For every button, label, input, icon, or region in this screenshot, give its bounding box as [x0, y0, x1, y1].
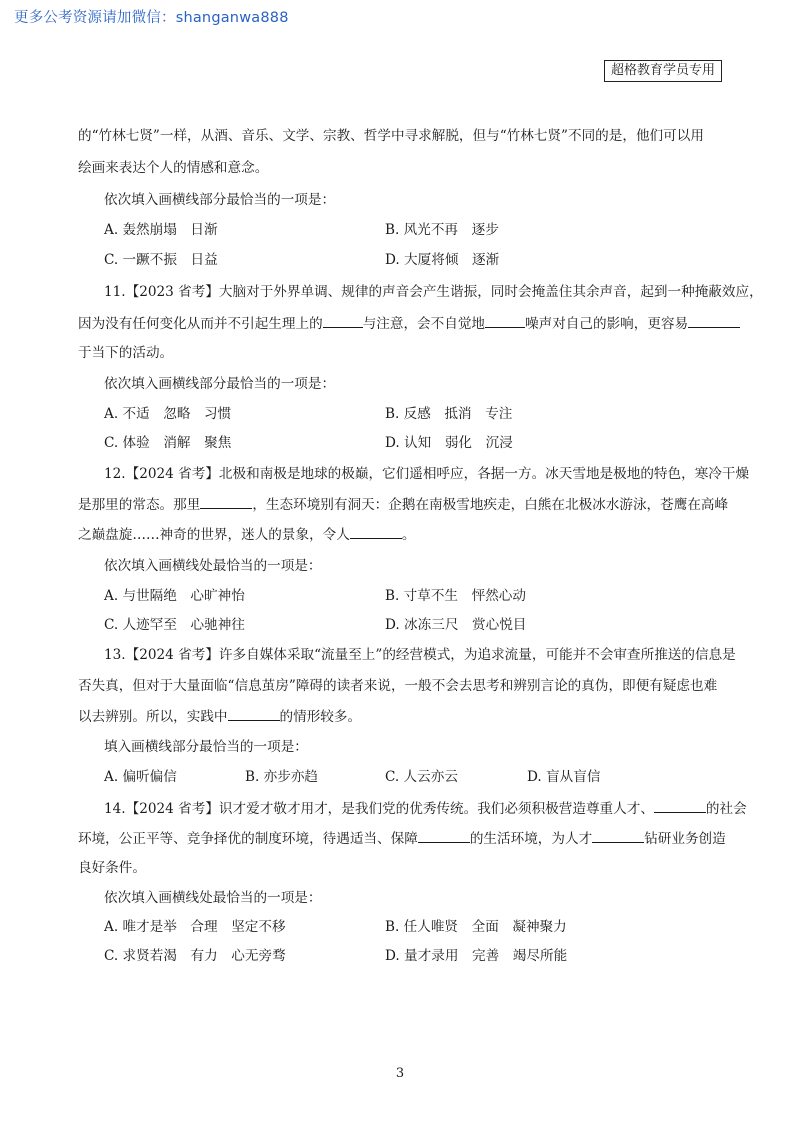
- option-b: B. 任人唯贤 全面 凝神聚力: [385, 919, 567, 935]
- q14-text-a: 14.【2024 省考】识才爱才敬才用才，是我们党的优秀传统。我们必须积极营造尊重人才、: [104, 801, 654, 817]
- option-a: A. 与世隔绝 心旷神怡: [104, 588, 245, 604]
- q11-text-c: 噪声对自己的影响，更容易: [525, 316, 689, 332]
- q13-line-3: [78, 707, 361, 726]
- q13-text-a: 以去辨别。所以，实践中: [78, 709, 228, 725]
- q14-line-3: 良好条件。: [78, 860, 146, 876]
- option-b: B. 亦步亦趋: [245, 769, 319, 785]
- watermark-text: 更多公考资源请加微信：shanganwa888: [14, 10, 289, 26]
- q12-line-2: [78, 495, 728, 514]
- fill-blank: [485, 314, 525, 328]
- passage-line-1: 的“竹林七贤”一样，从酒、音乐、文学、宗教、哲学中寻求解脱，但与“竹林七贤”不同的是，他们可以用: [78, 128, 704, 144]
- q11-line-2: [78, 314, 740, 333]
- fill-blank: [350, 525, 402, 539]
- fill-blank: [654, 799, 706, 813]
- option-a: A. 轰然崩塌 日渐: [104, 222, 218, 238]
- fill-blank: [200, 495, 252, 509]
- q14-text-b: 的社会: [705, 801, 747, 817]
- fill-blank: [418, 829, 470, 843]
- q11-text-b: 与注意，会不自觉地: [362, 316, 486, 332]
- option-c: C. 体验 消解 聚焦: [104, 435, 232, 451]
- q13-line-1: 13.【2024 省考】许多自媒体采取“流量至上”的经营模式，为追求流量，可能并不会审查所推送的信息是: [104, 647, 736, 663]
- passage-line-2: 绘画来表达个人的情感和意念。: [78, 160, 269, 176]
- fill-blank: [228, 707, 280, 721]
- question-prompt: 依次填入画横线部分最恰当的一项是：: [104, 192, 336, 208]
- q14-line-2: [78, 829, 726, 848]
- q11-line-1: 11.【2023 省考】大脑对于外界单调、规律的声音会产生谐振，同时会掩盖住其余声音，起到一种掩蔽效应，: [104, 284, 763, 300]
- question-prompt: 填入画横线部分最恰当的一项是：: [104, 739, 308, 755]
- option-b: B. 风光不再 逐步: [385, 222, 499, 238]
- option-b: B. 反感 抵消 专注: [385, 406, 513, 422]
- q14-text-e: 钻研业务创造: [644, 831, 726, 847]
- q14-line-1: [104, 799, 747, 818]
- option-c: C. 人迹罕至 心驰神往: [104, 617, 245, 633]
- q12-text-d: 。: [401, 527, 416, 543]
- q13-text-b: 的情形较多。: [279, 709, 362, 725]
- option-d: D. 冰冻三尺 赏心悦目: [385, 617, 527, 633]
- q12-text-c: 之巅盘旋……神奇的世界，迷人的景象，令人: [78, 527, 350, 543]
- option-a: A. 偏听偏信: [104, 769, 177, 785]
- q11-line-3: 于当下的活动。: [78, 345, 174, 361]
- option-d: D. 量才录用 完善 竭尽所能: [385, 948, 568, 964]
- option-a: A. 不适 忽略 习惯: [104, 406, 232, 422]
- q12-line-3: [78, 525, 415, 544]
- q14-text-d: 的生活环境，为人才: [469, 831, 593, 847]
- option-b: B. 寸草不生 怦然心动: [385, 588, 526, 604]
- q14-text-c: 环境，公正平等、竞争择优的制度环境，待遇适当、保障: [78, 831, 418, 847]
- q12-text-a: 是那里的常态。那里: [78, 497, 201, 513]
- q11-text-a: 因为没有任何变化从而并不引起生理上的: [78, 316, 323, 332]
- page-number: 3: [395, 1066, 405, 1081]
- option-c: C. 人云亦云: [385, 769, 458, 785]
- question-prompt: 依次填入画横线部分最恰当的一项是：: [104, 376, 336, 392]
- fill-blank: [688, 314, 740, 328]
- student-only-stamp: 超格教育学员专用: [604, 60, 722, 82]
- q12-text-b: ，生态环境别有洞天：企鹅在南极雪地疾走，白熊在北极冰水游泳，苍鹰在高峰: [252, 497, 729, 513]
- q12-line-1: 12.【2024 省考】北极和南极是地球的极巅，它们遥相呼应，各据一方。冰天雪地是极地的特色，寒冷干燥: [104, 466, 750, 482]
- fill-blank: [323, 314, 363, 328]
- q13-line-2: 否失真，但对于大量面临“信息茧房”障碍的读者来说，一般不会去思考和辨别言论的真伪，即便有疑虑也难: [78, 678, 718, 694]
- option-d: D. 盲从盲信: [527, 769, 601, 785]
- question-prompt: 依次填入画横线处最恰当的一项是：: [104, 890, 322, 906]
- question-prompt: 依次填入画横线处最恰当的一项是：: [104, 558, 322, 574]
- option-d: D. 大厦将倾 逐渐: [385, 252, 500, 268]
- fill-blank: [592, 829, 644, 843]
- option-c: C. 一蹶不振 日益: [104, 252, 218, 268]
- option-c: C. 求贤若渴 有力 心无旁骛: [104, 948, 286, 964]
- option-a: A. 唯才是举 合理 坚定不移: [104, 919, 286, 935]
- option-d: D. 认知 弱化 沉浸: [385, 435, 513, 451]
